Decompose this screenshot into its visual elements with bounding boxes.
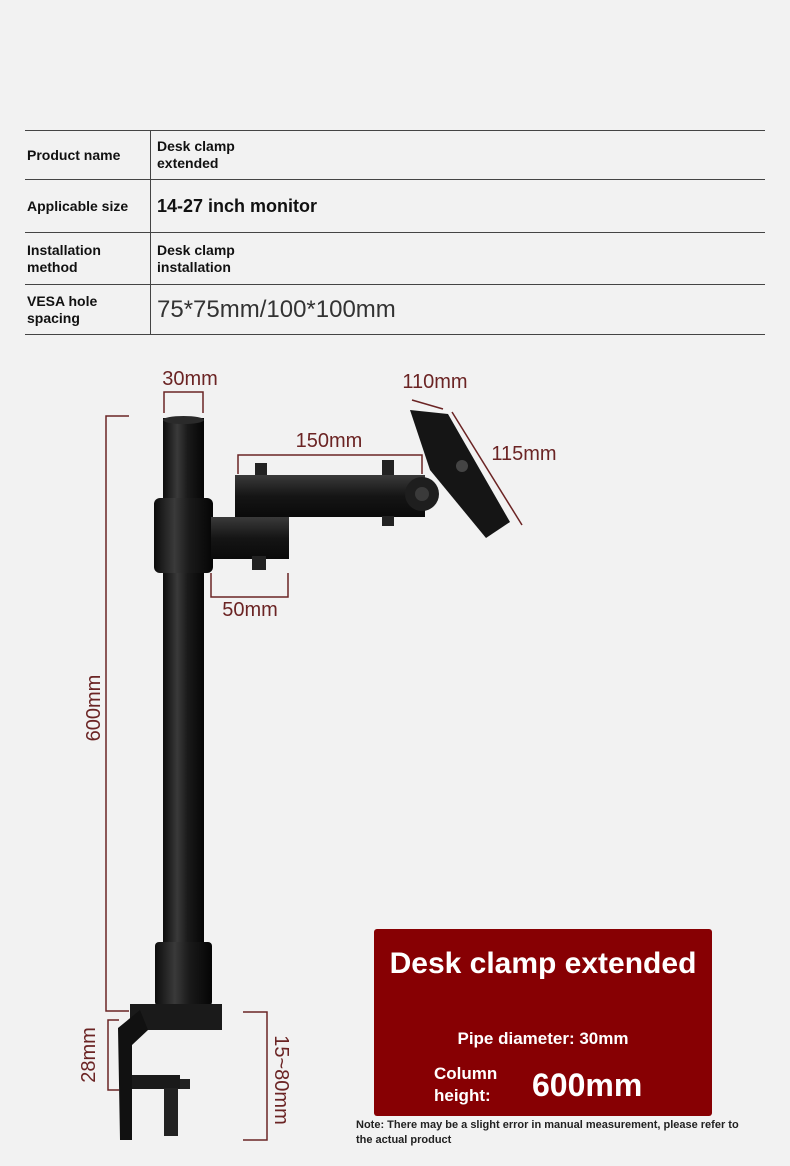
dim-plate-height: 115mm (491, 443, 557, 465)
dim-clamp-range: 15~80mm (270, 1035, 292, 1125)
arm-screw (382, 516, 394, 526)
dim-pipe-diameter: 30mm (162, 368, 218, 390)
dim-arm-length: 150mm (295, 430, 363, 452)
extension-arm (235, 475, 425, 517)
spec-table (25, 130, 765, 335)
vesa-plate (410, 410, 510, 538)
base-sleeve (155, 942, 212, 1006)
info-pipe-diameter: Pipe diameter: 30mm (457, 1029, 629, 1048)
info-title: Desk clamp extended (389, 947, 697, 980)
spec-value: 14-27 inch monitor (150, 180, 765, 232)
dim-clamp-thickness: 28mm (78, 1027, 100, 1083)
spec-value: 75*75mm/100*100mm (150, 285, 765, 334)
measurement-note: Note: There may be a slight error in manual measurement, please refer to the actual product (356, 1119, 739, 1146)
info-column-value: 600mm (532, 1067, 643, 1103)
dim-plate-width: 110mm (402, 371, 468, 393)
spec-label: Applicable size (27, 197, 129, 214)
clamp-screw (164, 1088, 178, 1136)
dim-pole-height: 600mm (83, 674, 105, 742)
clamp-jaw (132, 1075, 180, 1089)
spec-value: Desk clamp extended (150, 131, 765, 179)
spec-label: Product name (27, 146, 121, 163)
arm-screw (382, 460, 394, 475)
spec-row-product-name (25, 131, 765, 180)
clamp-screw-head (180, 1079, 190, 1089)
vesa-center (456, 460, 468, 472)
info-box (374, 929, 712, 1116)
spec-value: Desk clamp installation (150, 233, 765, 284)
arm-screw (255, 463, 267, 475)
info-column-label: Column height: (434, 1064, 498, 1105)
joint-knob (252, 556, 266, 570)
dim-arm-offset: 50mm (222, 599, 278, 621)
spec-row-vesa-spacing (25, 285, 765, 335)
pole-top (163, 416, 204, 424)
collar (154, 498, 213, 573)
tilt-knob (415, 487, 429, 501)
arm-joint (211, 517, 289, 559)
spec-row-installation-method (25, 233, 765, 285)
spec-label: Installation method (27, 241, 101, 275)
spec-row-applicable-size (25, 180, 765, 233)
spec-label: VESA hole spacing (27, 292, 98, 326)
